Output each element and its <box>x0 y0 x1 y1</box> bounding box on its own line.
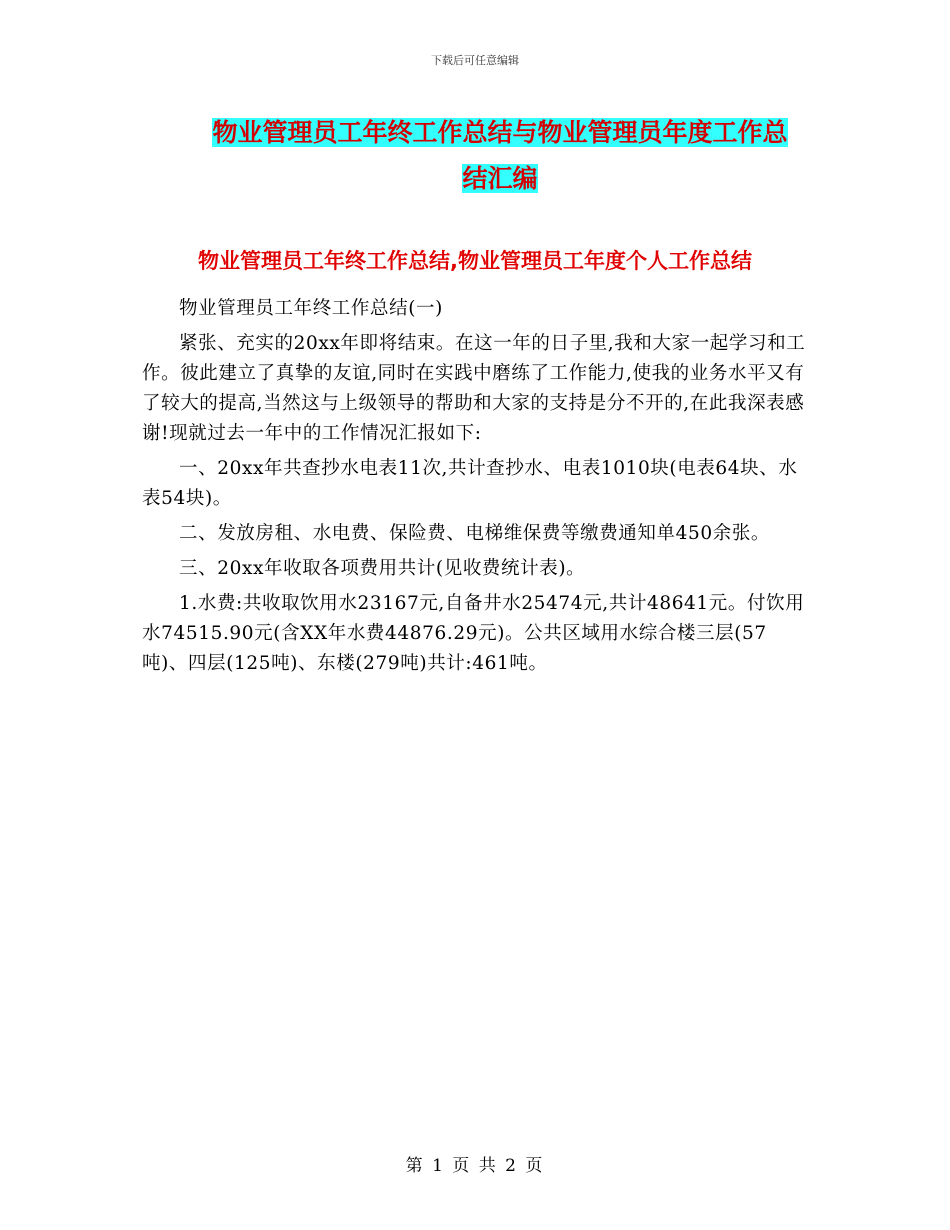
page-number: 第 1 页 共 2 页 <box>405 1156 545 1176</box>
document-title-line-1: 物业管理员工年终工作总结与物业管理员年度工作总 <box>212 118 788 147</box>
section-heading: 物业管理员工年终工作总结,物业管理员工年度个人工作总结 <box>198 249 752 273</box>
body-text <box>142 294 812 684</box>
paragraph-heading: 物业管理员工年终工作总结(一) <box>179 298 443 319</box>
paragraph: 1.水费:共收取饮用水23167元,自备井水25474元,共计48641元。付饮用水74515.90元(含XX年水费44876.29元)。公共区域用水综合楼三层(57吨)、四层(125吨)、东楼(279吨)共计:461吨。 <box>142 593 805 674</box>
document-title <box>120 110 880 202</box>
paragraph: 一、20xx年共查抄水电表11次,共计查抄水、电表1010块(电表64块、水表54块)。 <box>142 458 798 509</box>
paragraph: 二、发放房租、水电费、保险费、电梯维保费等缴费通知单450余张。 <box>179 523 771 544</box>
paragraph: 三、20xx年收取各项费用共计(见收费统计表)。 <box>179 558 586 579</box>
paragraph: 紧张、充实的20xx年即将结束。在这一年的日子里,我和大家一起学习和工作。彼此建立了真挚的友谊,同时在实践中磨练了工作能力,使我的业务水平又有了较大的提高,当然这与上级领导的帮助和大家的支持是分不开的,在此我深表感谢!现就过去一年中的工作情况汇报如下: <box>142 333 806 444</box>
document-title-line-2: 结汇编 <box>462 164 538 193</box>
page-header-note: 下载后可任意编辑 <box>431 54 519 67</box>
